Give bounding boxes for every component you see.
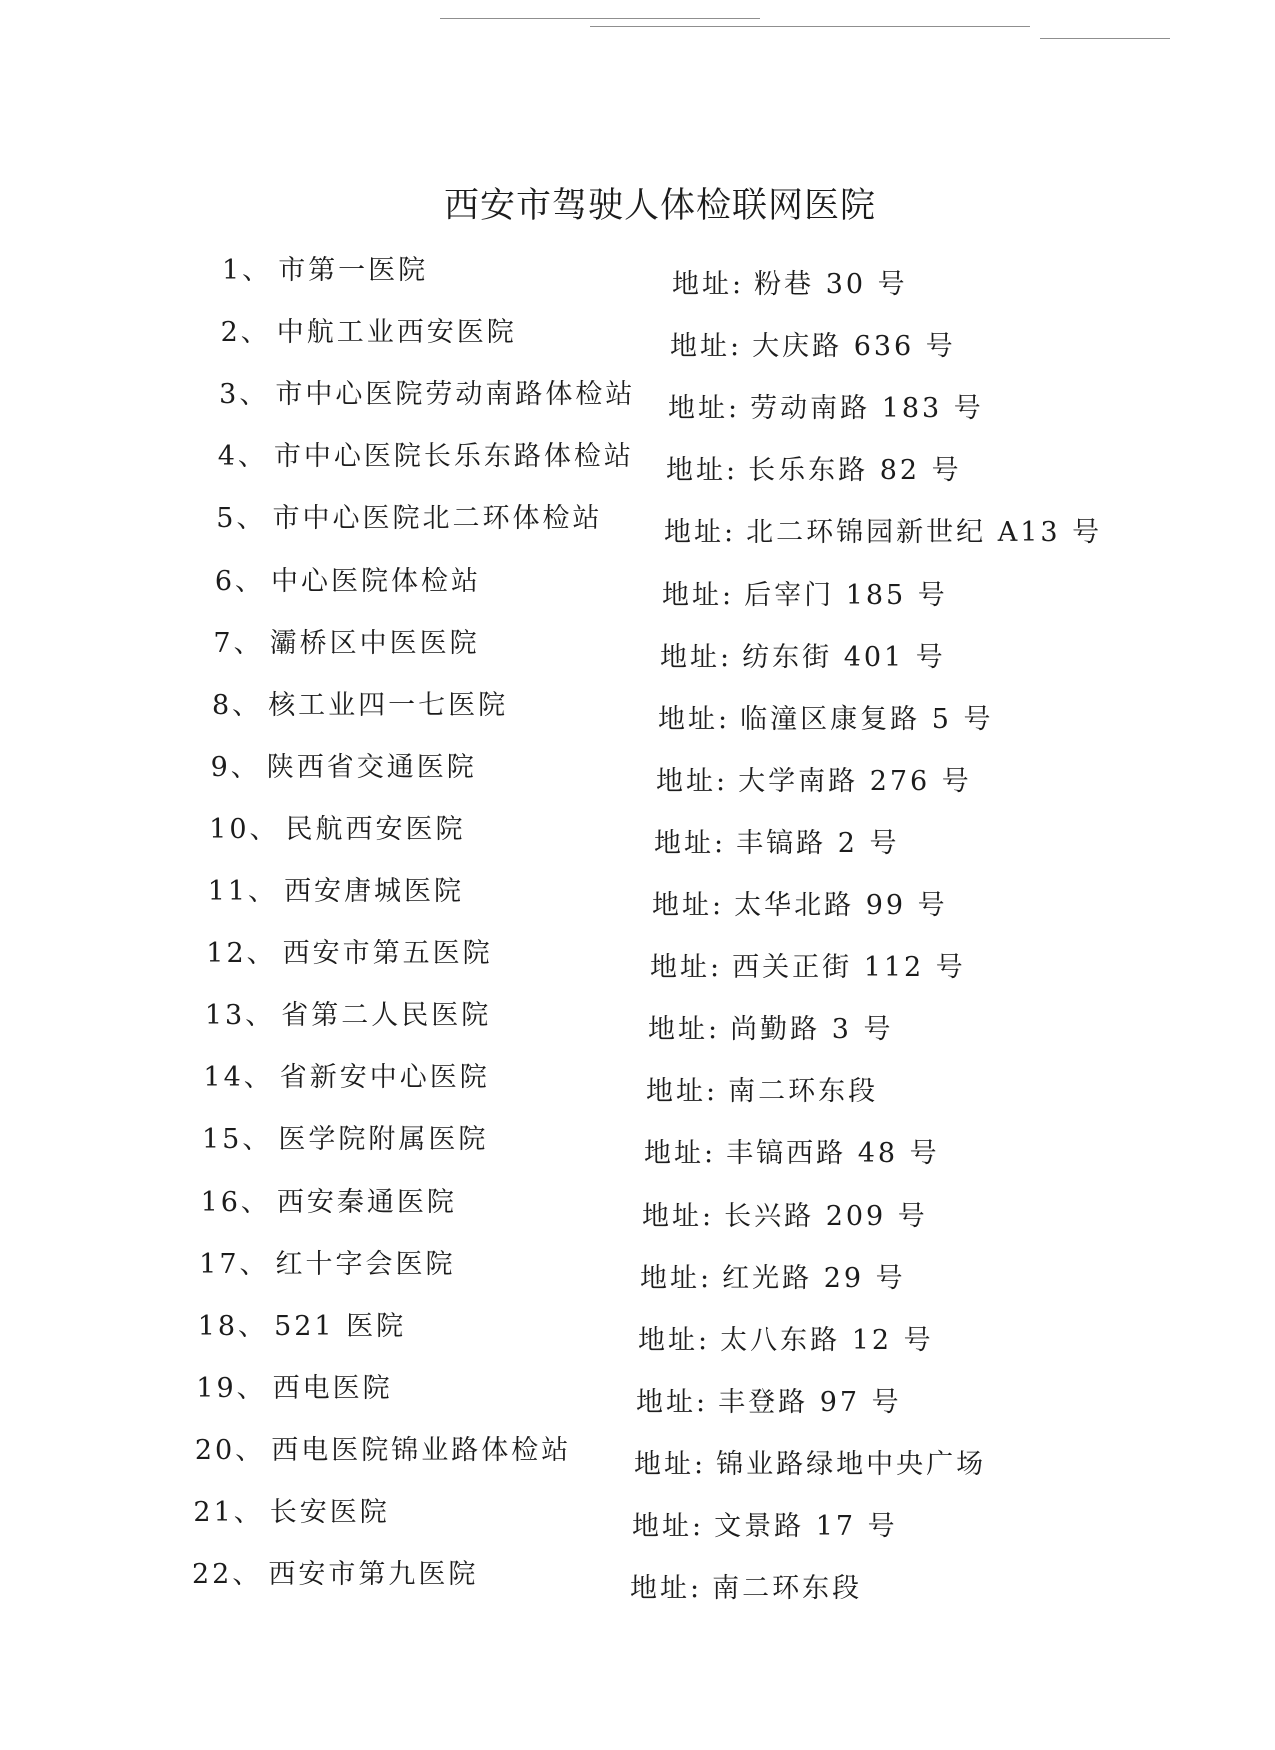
hospital-name-row <box>213 621 479 661</box>
hospital-address: 纺东街 401 号 <box>742 641 946 673</box>
address-label: 地址: <box>632 1511 705 1542</box>
hospital-address: 长兴路 209 号 <box>724 1200 928 1232</box>
hospital-name-row <box>198 1304 406 1344</box>
hospital-address-row <box>654 821 899 861</box>
hospital-address: 尚勤路 3 号 <box>730 1014 894 1046</box>
hospital-address: 太八东路 12 号 <box>720 1324 934 1356</box>
scan-line <box>590 26 1030 27</box>
hospital-name-row <box>202 1117 488 1157</box>
hospital-address-row <box>630 1566 862 1606</box>
address-label: 地址: <box>648 1014 721 1046</box>
list-item-number: 5、 <box>216 503 267 535</box>
hospital-name-row <box>192 1552 478 1592</box>
hospital-name: 医学院附属医院 <box>278 1124 489 1156</box>
page-title: 西安市驾驶人体检联网医院 <box>443 186 876 226</box>
hospital-name: 省第二人民医院 <box>281 1000 492 1032</box>
hospital-name-row <box>196 1366 392 1406</box>
hospital-name-row <box>219 372 635 412</box>
hospital-name-row <box>201 1180 457 1220</box>
list-item-number: 17、 <box>199 1248 270 1280</box>
hospital-address-row <box>634 1442 986 1482</box>
address-label: 地址: <box>652 890 725 921</box>
hospital-address-row <box>636 1380 902 1420</box>
hospital-name: 中心医院体检站 <box>271 565 482 597</box>
list-item-number: 2、 <box>220 317 271 349</box>
hospital-name: 民航西安医院 <box>285 813 466 845</box>
hospital-name-row <box>203 1055 489 1095</box>
hospital-name: 西电医院 <box>272 1372 393 1404</box>
hospital-name-row <box>221 310 517 350</box>
list-item-number: 15、 <box>202 1124 273 1156</box>
list-item-number: 6、 <box>214 565 266 597</box>
hospital-address-row <box>642 1194 928 1234</box>
address-label: 地址: <box>660 641 733 673</box>
list-item-number: 9、 <box>210 751 261 783</box>
hospital-name-row <box>195 1428 571 1468</box>
hospital-name: 市第一医院 <box>278 255 429 286</box>
list-item-number: 11、 <box>207 876 279 907</box>
hospital-name: 核工业四一七医院 <box>268 689 509 721</box>
hospital-address: 丰登路 97 号 <box>718 1386 902 1418</box>
hospital-name-row <box>205 993 491 1033</box>
address-label: 地址: <box>654 827 727 859</box>
address-label: 地址: <box>664 517 737 549</box>
hospital-address-row <box>644 1131 940 1171</box>
address-label: 地址: <box>634 1448 707 1480</box>
list-item-number: 1、 <box>222 255 273 286</box>
scan-line <box>1040 38 1170 39</box>
hospital-address: 北二环锦园新世纪 A13 号 <box>746 517 1103 549</box>
list-item-number: 12、 <box>206 938 277 970</box>
address-label: 地址: <box>642 1200 715 1232</box>
hospital-address: 大学南路 276 号 <box>738 765 972 797</box>
hospital-name-row <box>212 683 508 723</box>
hospital-name-row <box>218 434 634 474</box>
hospital-name: 西安市第五医院 <box>282 938 493 970</box>
list-item-number: 10、 <box>209 813 280 845</box>
address-label: 地址: <box>672 269 745 300</box>
hospital-name: 西安秦通医院 <box>276 1186 457 1218</box>
address-label: 地址: <box>656 765 729 797</box>
hospital-address: 锦业路绿地中央广场 <box>716 1448 987 1480</box>
hospital-address: 西关正街 112 号 <box>732 952 966 984</box>
hospital-address: 红光路 29 号 <box>722 1262 906 1294</box>
hospital-address-row <box>632 1504 898 1544</box>
address-label: 地址: <box>638 1324 711 1356</box>
hospital-address-row <box>670 324 956 364</box>
hospital-address: 南二环东段 <box>712 1573 863 1605</box>
hospital-address: 粉巷 30 号 <box>754 269 908 300</box>
hospital-name: 中航工业西安医院 <box>276 317 517 349</box>
list-item-number: 21、 <box>193 1497 264 1528</box>
hospital-address-row <box>640 1256 906 1296</box>
list-item-number: 13、 <box>204 1000 276 1032</box>
hospital-name-row <box>206 931 492 971</box>
list-item-number: 7、 <box>213 627 264 659</box>
hospital-address: 文景路 17 号 <box>714 1511 898 1542</box>
hospital-name: 陕西省交通医院 <box>266 751 477 783</box>
list-item-number: 3、 <box>219 379 270 411</box>
hospital-address: 丰镐西路 48 号 <box>726 1138 940 1170</box>
hospital-address: 长乐东路 82 号 <box>748 455 962 487</box>
hospital-address: 后宰门 185 号 <box>744 579 948 611</box>
hospital-address-row <box>656 759 972 799</box>
address-label: 地址: <box>630 1573 703 1605</box>
hospital-name: 省新安中心医院 <box>279 1062 490 1094</box>
list-item-number: 8、 <box>212 689 263 721</box>
hospital-name: 521 医院 <box>274 1310 407 1342</box>
hospital-name: 长安医院 <box>269 1497 390 1528</box>
address-label: 地址: <box>662 579 735 611</box>
hospital-address-row <box>668 386 984 426</box>
hospital-address: 临潼区康复路 5 号 <box>740 703 994 735</box>
hospital-address: 大庆路 636 号 <box>752 331 956 363</box>
hospital-address-row <box>638 1318 934 1358</box>
hospital-name-row <box>211 745 477 785</box>
address-label: 地址: <box>640 1262 713 1294</box>
list-item-number: 14、 <box>203 1062 274 1094</box>
hospital-name: 西安市第九医院 <box>268 1559 479 1591</box>
hospital-name: 西电医院锦业路体检站 <box>271 1434 572 1466</box>
hospital-address: 丰镐路 2 号 <box>736 827 900 859</box>
hospital-name: 市中心医院长乐东路体检站 <box>273 441 634 473</box>
address-label: 地址: <box>636 1386 709 1418</box>
list-item-number: 18、 <box>197 1310 269 1342</box>
address-label: 地址: <box>650 952 723 984</box>
hospital-address-row <box>646 1069 878 1109</box>
address-label: 地址: <box>666 455 739 487</box>
hospital-name-row <box>193 1490 389 1530</box>
address-label: 地址: <box>644 1138 717 1170</box>
hospital-address: 太华北路 99 号 <box>734 890 948 921</box>
hospital-address-row <box>662 573 948 613</box>
hospital-name: 灞桥区中医医院 <box>269 627 480 659</box>
hospital-address-row <box>660 635 946 675</box>
hospital-name-row <box>222 248 428 288</box>
list-item-number: 22、 <box>192 1559 263 1591</box>
list-item-number: 4、 <box>217 441 268 473</box>
address-label: 地址: <box>658 703 731 735</box>
hospital-address-row <box>666 448 962 488</box>
hospital-name: 市中心医院北二环体检站 <box>272 503 603 535</box>
hospital-name-row <box>199 1242 455 1282</box>
hospital-name-row <box>208 869 464 909</box>
hospital-name-row <box>215 559 481 599</box>
hospital-address-row <box>672 262 908 302</box>
hospital-name: 红十字会医院 <box>275 1248 456 1280</box>
hospital-address-row <box>648 1007 893 1047</box>
hospital-name-row <box>209 807 465 847</box>
hospital-name-row <box>216 496 602 536</box>
list-item-number: 16、 <box>200 1186 271 1218</box>
hospital-address-row <box>650 945 966 985</box>
hospital-address-row <box>664 510 1102 550</box>
address-label: 地址: <box>646 1076 719 1108</box>
address-label: 地址: <box>670 331 743 363</box>
hospital-name: 西安唐城医院 <box>284 876 465 907</box>
hospital-address: 劳动南路 183 号 <box>750 393 984 425</box>
list-item-number: 20、 <box>194 1434 266 1466</box>
hospital-name: 市中心医院劳动南路体检站 <box>275 379 636 411</box>
address-label: 地址: <box>668 393 741 425</box>
scan-line <box>440 18 760 19</box>
hospital-address-row <box>652 883 948 923</box>
hospital-address-row <box>658 697 993 737</box>
hospital-address: 南二环东段 <box>728 1076 879 1108</box>
list-item-number: 19、 <box>196 1372 267 1404</box>
